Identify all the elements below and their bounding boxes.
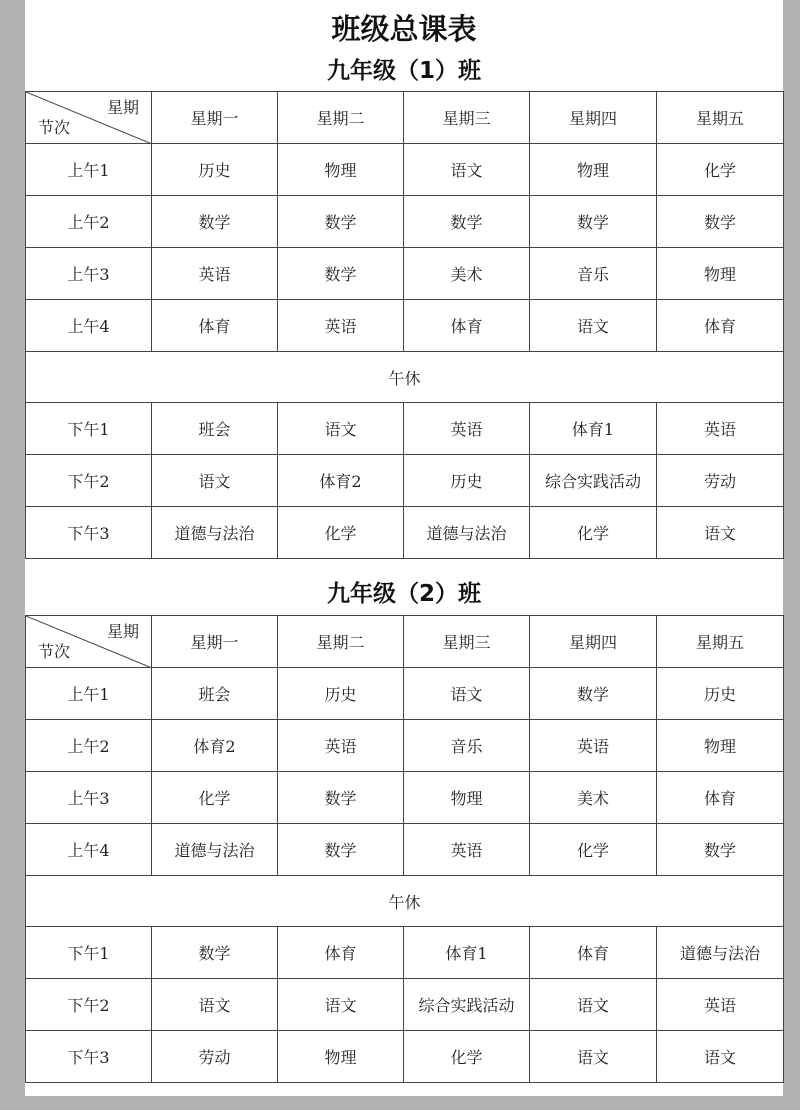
corner-period-label: 节次 [38,118,71,137]
lesson-cell: 综合实践活动 [530,455,657,507]
day-header-cell: 星期一 [152,616,278,668]
lesson-cell: 数学 [657,196,784,248]
day-header-cell: 星期一 [152,92,278,144]
lesson-cell: 道德与法治 [657,927,784,979]
corner-day-label: 星期 [106,98,139,117]
lesson-cell: 历史 [404,455,530,507]
lesson-cell: 数学 [278,248,404,300]
period-row [26,248,784,300]
period-label-cell: 上午3 [26,772,152,824]
lesson-cell: 历史 [278,668,404,720]
period-label-cell: 下午1 [26,927,152,979]
period-row [26,403,784,455]
lesson-cell: 道德与法治 [404,507,530,559]
period-row [26,196,784,248]
day-header-cell: 星期三 [404,92,530,144]
lesson-cell: 语文 [152,455,278,507]
lesson-cell: 班会 [152,668,278,720]
period-row [26,1031,784,1083]
lesson-cell: 语文 [278,979,404,1031]
period-label-cell: 上午3 [26,248,152,300]
day-header-cell: 星期二 [278,92,404,144]
lesson-cell: 综合实践活动 [404,979,530,1031]
lesson-cell: 英语 [530,720,657,772]
period-label-cell: 下午2 [26,455,152,507]
period-label-cell: 上午4 [26,824,152,876]
lesson-cell: 数学 [278,772,404,824]
lesson-cell: 劳动 [152,1031,278,1083]
period-row [26,720,784,772]
lunch-break-row [26,876,784,927]
period-row [26,824,784,876]
lunch-break-cell: 午休 [26,352,784,403]
lesson-cell: 语文 [530,300,657,352]
day-header-cell: 星期五 [657,616,784,668]
lunch-break-row [26,352,784,403]
period-row [26,300,784,352]
lesson-cell: 英语 [404,403,530,455]
lesson-cell: 道德与法治 [152,507,278,559]
period-label-cell: 上午2 [26,196,152,248]
lesson-cell: 物理 [657,720,784,772]
lesson-cell: 道德与法治 [152,824,278,876]
lesson-cell: 语文 [404,144,530,196]
lesson-cell: 语文 [657,507,784,559]
lesson-cell: 数学 [657,824,784,876]
lesson-cell: 数学 [404,196,530,248]
page-title: 班级总课表 [331,12,477,46]
lesson-cell: 语文 [278,403,404,455]
lesson-cell: 语文 [530,979,657,1031]
period-row [26,979,784,1031]
period-label-cell: 下午3 [26,507,152,559]
lesson-cell: 英语 [657,979,784,1031]
lesson-cell: 体育2 [152,720,278,772]
corner-period-label: 节次 [38,642,71,661]
class-title-2: 九年级（2）班 [326,581,481,607]
corner-day-label: 星期 [106,622,139,641]
lesson-cell: 体育 [404,300,530,352]
lesson-cell: 英语 [404,824,530,876]
timetable-class-1 [25,91,784,559]
lesson-cell: 化学 [404,1031,530,1083]
lesson-cell: 化学 [152,772,278,824]
lesson-cell: 语文 [404,668,530,720]
period-row [26,927,784,979]
lesson-cell: 化学 [657,144,784,196]
period-row [26,455,784,507]
lesson-cell: 班会 [152,403,278,455]
lesson-cell: 美术 [404,248,530,300]
lesson-cell: 化学 [530,824,657,876]
lesson-cell: 英语 [657,403,784,455]
lesson-cell: 历史 [152,144,278,196]
lesson-cell: 美术 [530,772,657,824]
corner-header-cell [26,92,152,144]
lesson-cell: 体育 [278,927,404,979]
lesson-cell: 英语 [152,248,278,300]
lesson-cell: 体育1 [404,927,530,979]
lesson-cell: 化学 [530,507,657,559]
lesson-cell: 化学 [278,507,404,559]
period-row [26,772,784,824]
lesson-cell: 语文 [152,979,278,1031]
day-header-cell: 星期三 [404,616,530,668]
header-row [26,92,784,144]
lesson-cell: 物理 [278,144,404,196]
lesson-cell: 体育 [530,927,657,979]
lesson-cell: 数学 [530,196,657,248]
lesson-cell: 体育2 [278,455,404,507]
corner-header-cell [26,616,152,668]
period-row [26,144,784,196]
period-row [26,507,784,559]
period-label-cell: 上午1 [26,144,152,196]
class-title-1: 九年级（1）班 [326,58,481,84]
lesson-cell: 物理 [530,144,657,196]
day-header-cell: 星期四 [530,616,657,668]
period-label-cell: 上午2 [26,720,152,772]
lesson-cell: 数学 [278,196,404,248]
lesson-cell: 物理 [657,248,784,300]
lesson-cell: 体育 [657,300,784,352]
lesson-cell: 语文 [657,1031,784,1083]
lesson-cell: 物理 [278,1031,404,1083]
lesson-cell: 英语 [278,720,404,772]
lesson-cell: 英语 [278,300,404,352]
day-header-cell: 星期四 [530,92,657,144]
lesson-cell: 体育 [152,300,278,352]
schedule-page [25,0,783,1096]
period-label-cell: 下午3 [26,1031,152,1083]
lesson-cell: 音乐 [404,720,530,772]
lesson-cell: 音乐 [530,248,657,300]
lesson-cell: 语文 [530,1031,657,1083]
lesson-cell: 体育 [657,772,784,824]
period-label-cell: 下午2 [26,979,152,1031]
lesson-cell: 数学 [278,824,404,876]
lesson-cell: 体育1 [530,403,657,455]
lesson-cell: 数学 [530,668,657,720]
lesson-cell: 数学 [152,196,278,248]
day-header-cell: 星期五 [657,92,784,144]
header-row [26,616,784,668]
lunch-break-cell: 午休 [26,876,784,927]
timetable-class-2 [25,615,784,1083]
lesson-cell: 劳动 [657,455,784,507]
lesson-cell: 历史 [657,668,784,720]
period-label-cell: 上午1 [26,668,152,720]
period-row [26,668,784,720]
day-header-cell: 星期二 [278,616,404,668]
period-label-cell: 上午4 [26,300,152,352]
lesson-cell: 物理 [404,772,530,824]
period-label-cell: 下午1 [26,403,152,455]
lesson-cell: 数学 [152,927,278,979]
